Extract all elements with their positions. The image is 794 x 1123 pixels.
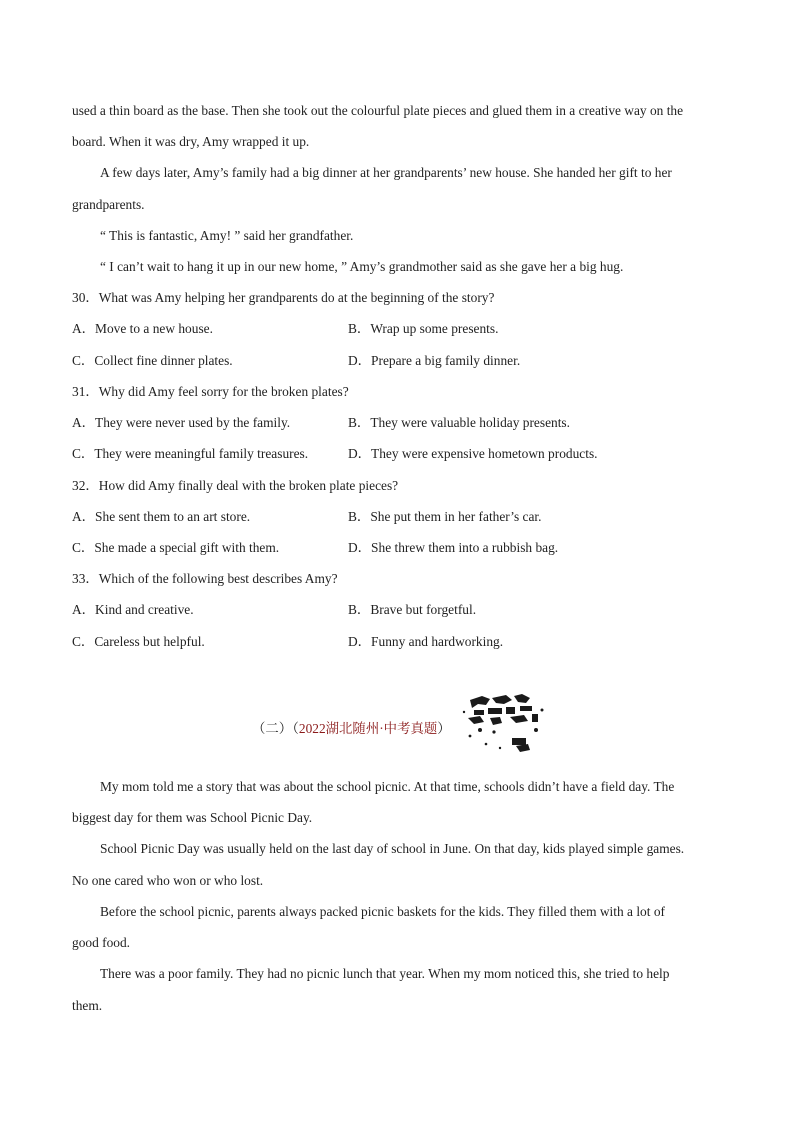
option-d: D．Funny and hardworking. xyxy=(348,634,504,649)
passage1-line: “ I can’t wait to hang it up in our new home, ” Amy’s grandmother said as she gave her a big hug. xyxy=(100,259,624,274)
option-b: B．Wrap up some presents. xyxy=(348,321,499,336)
option-c: C．She made a special gift with them. xyxy=(72,540,280,555)
option-b: B．Brave but forgetful. xyxy=(348,602,477,617)
option-b: B．They were valuable holiday presents. xyxy=(348,415,570,430)
option-a: A．She sent them to an art store. xyxy=(72,509,251,524)
question-stem: 31．Why did Amy feel sorry for the broken plates? xyxy=(72,384,349,399)
passage2-line: good food. xyxy=(72,935,131,950)
option-a: A．They were never used by the family. xyxy=(72,415,291,430)
section-heading-suffix: ） xyxy=(437,721,451,736)
passage1-line: used a thin board as the base. Then she took out the colourful plate pieces and glued them in a creative way on the xyxy=(72,103,684,118)
passage2-line: School Picnic Day was usually held on the last day of school in June. On that day, kids played simple games. xyxy=(100,841,685,856)
passage2-line: There was a poor family. They had no picnic lunch that year. When my mom noticed this, she tried to help xyxy=(100,966,670,981)
section-source: 2022湖北随州·中考真题 xyxy=(298,721,438,736)
passage2-line: No one cared who won or who lost. xyxy=(72,873,264,888)
option-c: C．They were meaningful family treasures. xyxy=(72,446,309,461)
question-stem: 33．Which of the following best describes Amy? xyxy=(72,571,338,586)
passage1-line: board. When it was dry, Amy wrapped it up. xyxy=(72,134,310,149)
document-page xyxy=(72,0,722,1123)
passage2-line: Before the school picnic, parents always packed picnic baskets for the kids. They filled them with a lot of xyxy=(100,904,665,919)
option-a: A．Kind and creative. xyxy=(72,602,194,617)
passage2-line: biggest day for them was School Picnic Day. xyxy=(72,810,313,825)
passage1-line: grandparents. xyxy=(72,197,145,212)
option-a: A．Move to a new house. xyxy=(72,321,213,336)
option-d: D．She threw them into a rubbish bag. xyxy=(348,540,559,555)
passage2-line: them. xyxy=(72,998,103,1013)
passage1-line: “ This is fantastic, Amy! ” said her grandfather. xyxy=(100,228,354,243)
decorative-stamp-image xyxy=(460,690,548,756)
section-heading-prefix: （二）（ xyxy=(252,721,299,736)
passage2-line: My mom told me a story that was about the school picnic. At that time, schools didn’t have a field day. The xyxy=(100,779,675,794)
option-c: C．Careless but helpful. xyxy=(72,634,205,649)
passage1-line: A few days later, Amy’s family had a big dinner at her grandparents’ new house. She handed her gift to her xyxy=(100,165,672,180)
option-d: D．They were expensive hometown products. xyxy=(348,446,598,461)
option-b: B．She put them in her father’s car. xyxy=(348,509,542,524)
question-stem: 30．What was Amy helping her grandparents do at the beginning of the story? xyxy=(72,290,495,305)
section-heading xyxy=(252,720,451,738)
question-stem: 32．How did Amy finally deal with the broken plate pieces? xyxy=(72,478,399,493)
option-d: D．Prepare a big family dinner. xyxy=(348,353,521,368)
option-c: C．Collect fine dinner plates. xyxy=(72,353,233,368)
